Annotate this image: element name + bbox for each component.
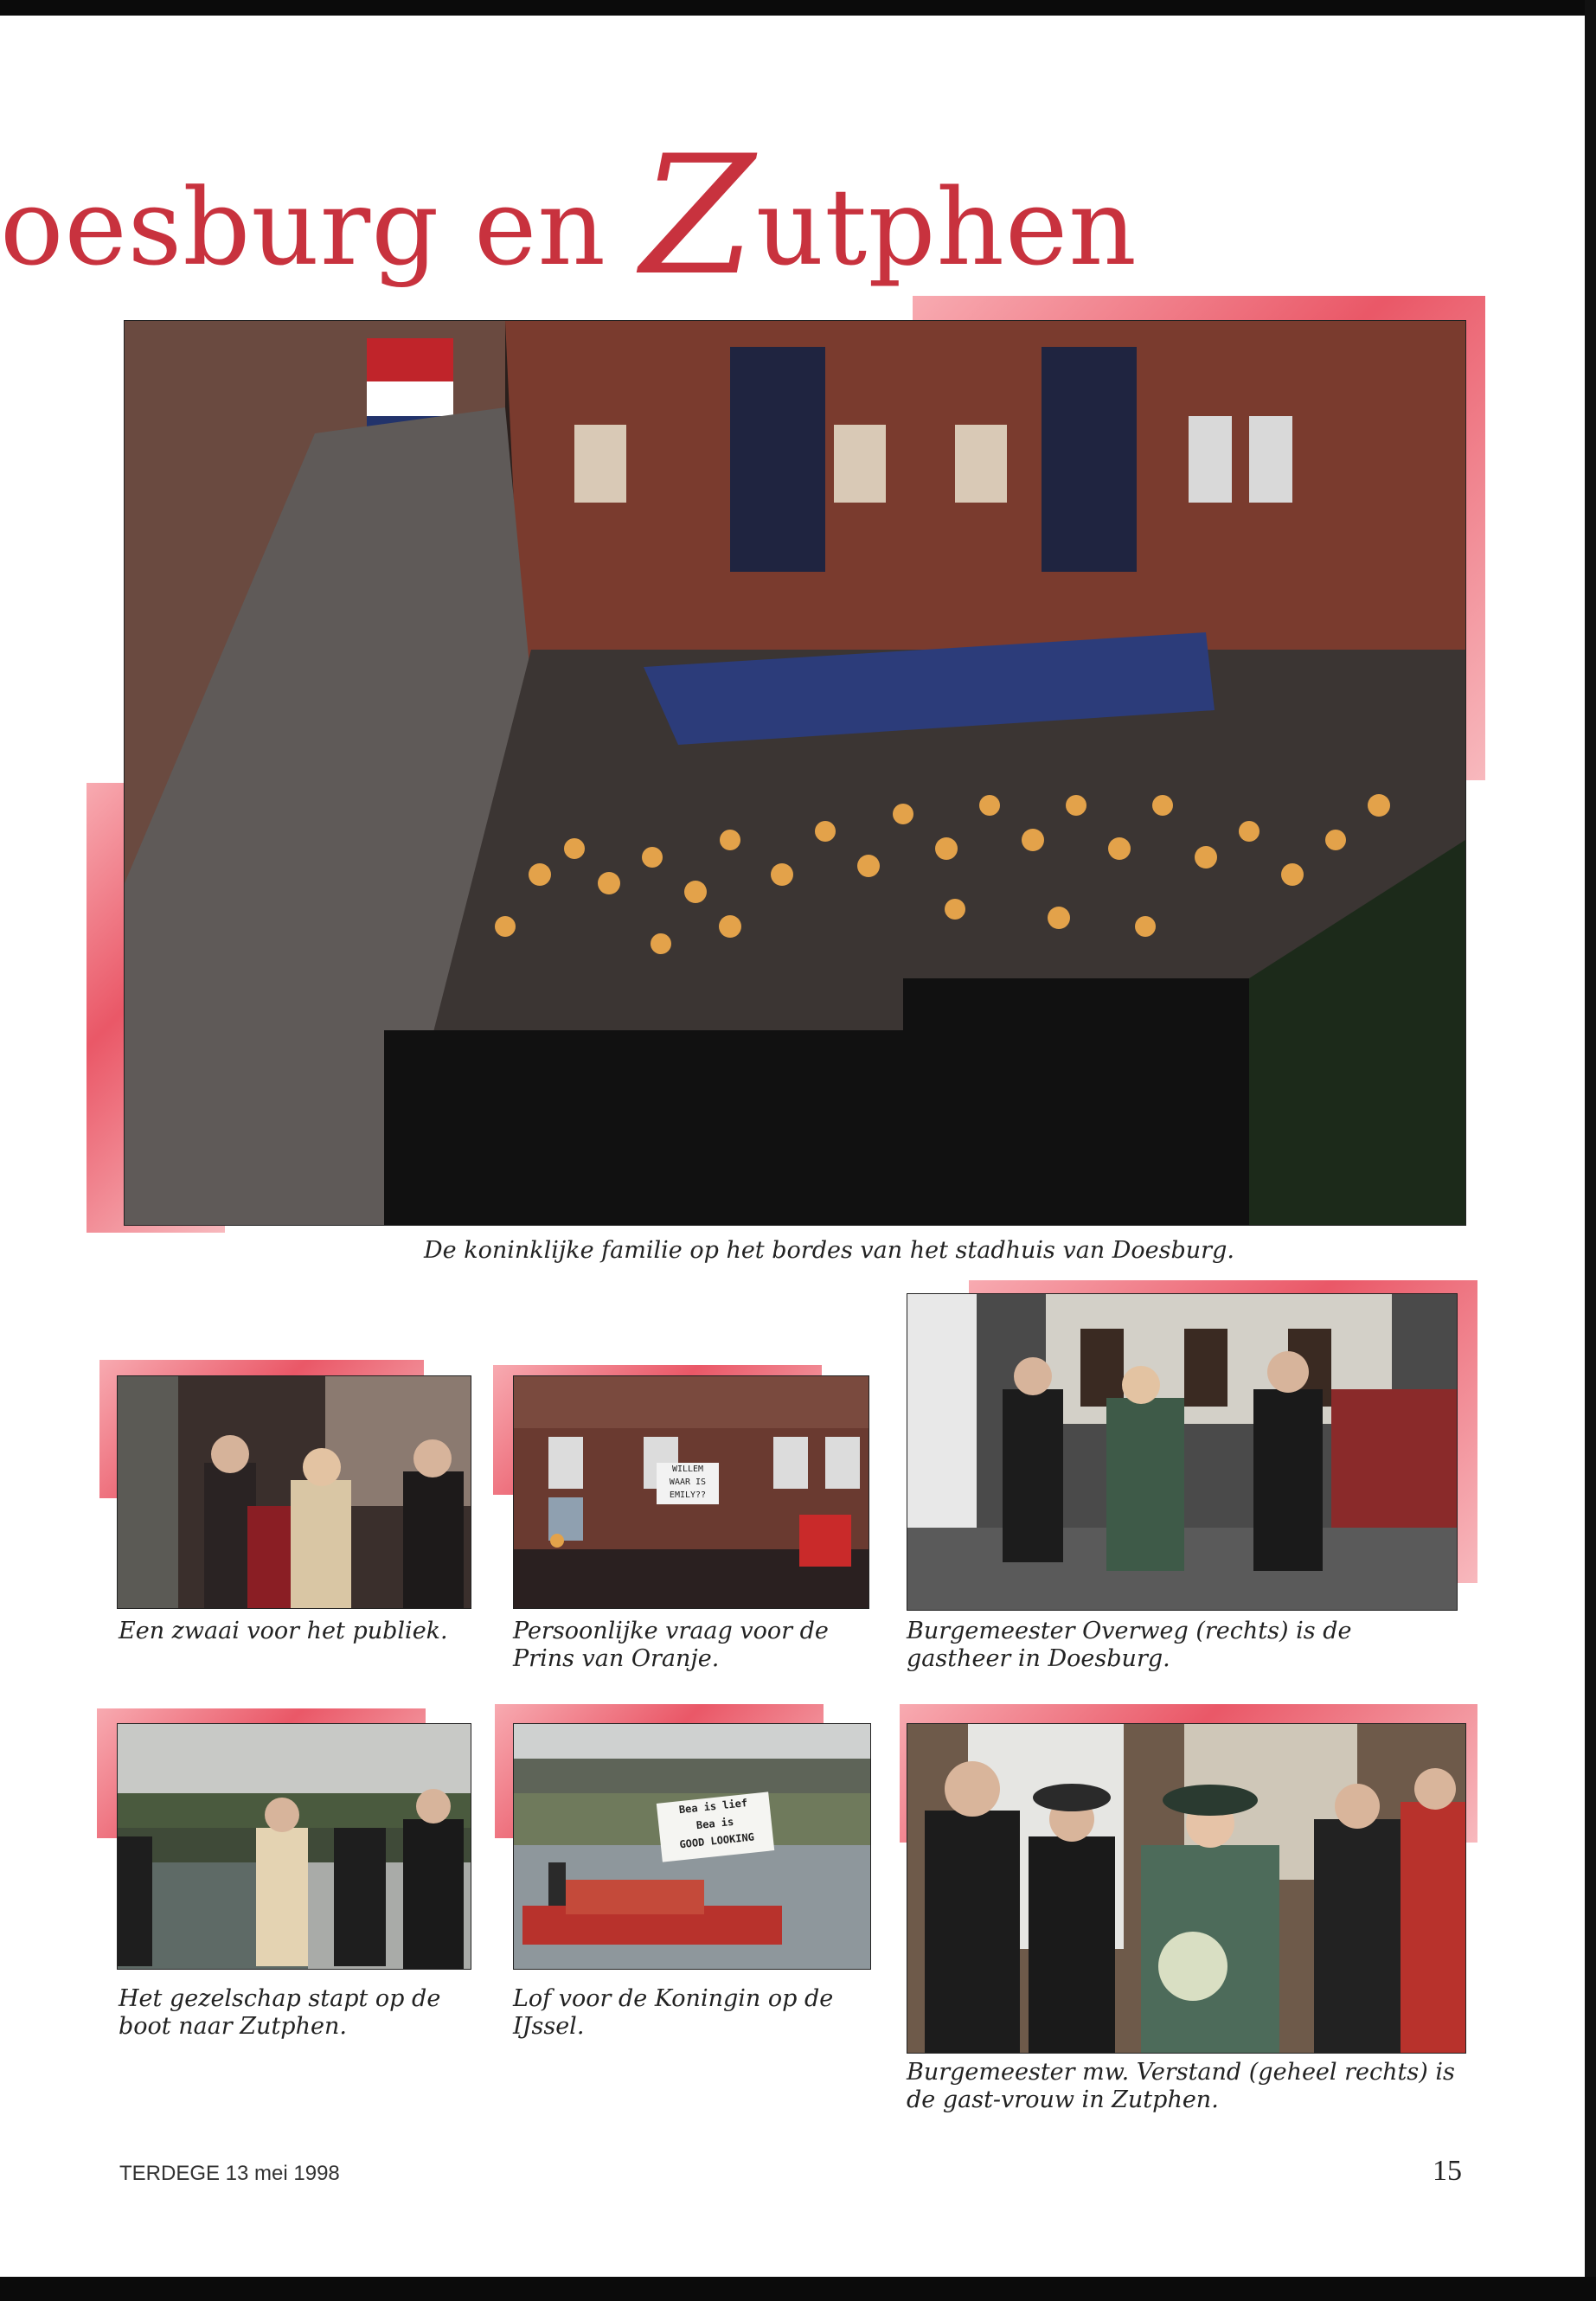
sign-line-2: Bea is <box>695 1815 734 1832</box>
scan-border-bottom <box>0 2277 1596 2301</box>
photo-mayor-doesburg <box>907 1293 1458 1611</box>
caption-waving-family: Een zwaai voor het publiek. <box>119 1618 448 1644</box>
photo-main-town-hall <box>124 320 1466 1226</box>
sign-line-1: WILLEM <box>671 1465 704 1474</box>
sign-line-2: WAAR IS <box>669 1477 707 1487</box>
scan-border-right <box>1585 0 1596 2301</box>
title-part-1: oesburg en <box>0 166 641 289</box>
caption-mayor-doesburg: Burgemeester Overweg (rechts) is de gastheer in Doesburg. <box>907 1618 1352 1672</box>
caption-question: Persoonlijke vraag voor de Prins van Oranje. <box>513 1618 829 1672</box>
page-title <box>0 120 1211 311</box>
photo-mayor-zutphen <box>907 1723 1466 2054</box>
photo-question-sign <box>513 1375 869 1609</box>
sign-board <box>657 1791 774 1862</box>
page-number: 15 <box>1433 2155 1462 2187</box>
sign-board <box>657 1463 719 1504</box>
sign-line-3: EMILY?? <box>669 1490 707 1500</box>
caption-main: De koninklijke familie op het bordes van het stadhuis van Doesburg. <box>424 1237 1234 1264</box>
sign-line-1: Bea is lief <box>678 1797 748 1817</box>
photo-waving-family <box>117 1375 471 1609</box>
title-part-2: utphen <box>755 166 1138 289</box>
photo-ijssel-boat <box>513 1723 871 1970</box>
caption-ijssel-boat: Lof voor de Koningin op de IJssel. <box>513 1985 834 2040</box>
caption-mayor-zutphen: Burgemeester mw. Verstand (geheel rechts) is de gast-vrouw in Zutphen. <box>907 2059 1455 2113</box>
title-initial: Z <box>640 120 756 311</box>
caption-boarding-boat: Het gezelschap stapt op de boot naar Zutphen. <box>119 1985 441 2040</box>
publication-footer: TERDEGE 13 mei 1998 <box>119 2162 340 2185</box>
scan-border-top <box>0 0 1596 16</box>
sign-line-3: GOOD LOOKING <box>678 1830 755 1851</box>
photo-boarding-boat <box>117 1723 471 1970</box>
